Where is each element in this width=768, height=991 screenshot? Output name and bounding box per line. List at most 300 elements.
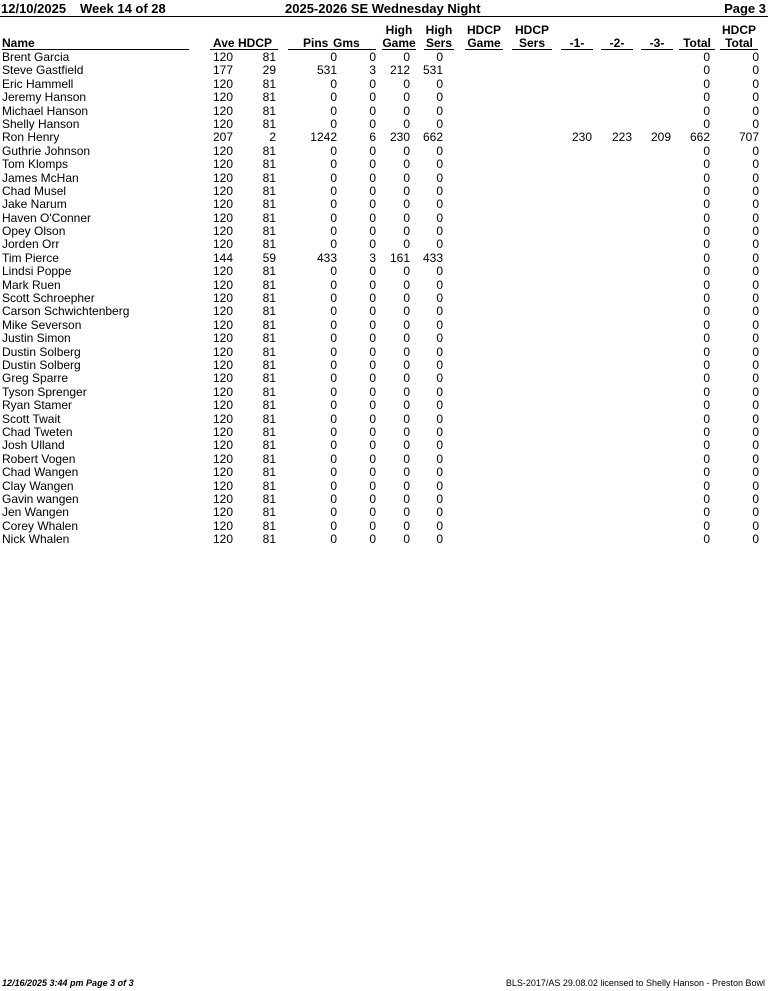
- table-row: [0, 426, 768, 439]
- cell-high-game: 0: [403, 424, 410, 439]
- cell-name: James McHan: [2, 170, 79, 185]
- cell-gms: 0: [369, 237, 376, 252]
- table-row: [0, 520, 768, 533]
- cell-pins: 0: [330, 518, 337, 533]
- cell-high-game: 0: [403, 331, 410, 346]
- cell-high-game: 0: [403, 277, 410, 292]
- cell-total: 0: [703, 237, 710, 252]
- cell-ave: 120: [212, 291, 233, 306]
- cell-gms: 0: [369, 411, 376, 426]
- cell-hdcp: 81: [262, 237, 276, 252]
- cell-hdcp: 81: [262, 491, 276, 506]
- cell-hdcp-total: 0: [752, 250, 759, 265]
- cell-ave: 177: [212, 63, 233, 78]
- page-number: Page 3: [724, 1, 766, 16]
- cell-name: Chad Musel: [2, 183, 67, 198]
- table-row: [0, 265, 768, 278]
- cell-total: 0: [703, 63, 710, 78]
- cell-hdcp: 81: [262, 116, 276, 131]
- cell-pins: 0: [330, 90, 337, 105]
- hdcp-game-underline: [465, 49, 503, 50]
- cell-pins: 0: [330, 197, 337, 212]
- cell-total: 0: [703, 90, 710, 105]
- cell-hdcp: 81: [262, 224, 276, 239]
- cell-hdcp: 81: [262, 398, 276, 413]
- cell-high-sers: 0: [436, 197, 443, 212]
- cell-ave: 120: [212, 183, 233, 198]
- cell-hdcp: 81: [262, 518, 276, 533]
- cell-gms: 0: [369, 491, 376, 506]
- cell-high-game: 0: [403, 371, 410, 386]
- cell-ave: 120: [212, 438, 233, 453]
- table-row: [0, 305, 768, 318]
- cell-high-sers: 0: [436, 237, 443, 252]
- cell-pins: 0: [330, 331, 337, 346]
- cell-total: 0: [703, 304, 710, 319]
- cell-hdcp: 2: [269, 130, 276, 145]
- cell-gms: 0: [369, 277, 376, 292]
- cell-gms: 0: [369, 197, 376, 212]
- cell-name: Guthrie Johnson: [2, 143, 91, 158]
- col-header-hdcp-total: HDCP Total: [721, 23, 756, 50]
- cell-gms: 0: [369, 357, 376, 372]
- cell-total: 0: [703, 505, 710, 520]
- cell-ave: 120: [212, 411, 233, 426]
- cell-hdcp: 81: [262, 451, 276, 466]
- cell-gms: 0: [369, 304, 376, 319]
- cell-high-game: 230: [389, 130, 410, 145]
- cell-name: Steve Gastfield: [2, 63, 84, 78]
- cell-ave: 120: [212, 317, 233, 332]
- cell-game3: 209: [650, 130, 671, 145]
- cell-name: Josh Ulland: [2, 438, 65, 453]
- table-row: [0, 359, 768, 372]
- cell-hdcp-total: 0: [752, 157, 759, 172]
- cell-name: Clay Wangen: [2, 478, 74, 493]
- cell-hdcp: 81: [262, 291, 276, 306]
- cell-gms: 0: [369, 384, 376, 399]
- table-row: [0, 78, 768, 91]
- cell-hdcp: 29: [262, 63, 276, 78]
- cell-high-sers: 0: [436, 183, 443, 198]
- cell-high-sers: 662: [422, 130, 443, 145]
- cell-hdcp-total: 0: [752, 317, 759, 332]
- cell-name: Lindsi Poppe: [2, 264, 72, 279]
- table-row: [0, 346, 768, 359]
- cell-name: Chad Tweten: [2, 424, 73, 439]
- cell-total: 0: [703, 451, 710, 466]
- cell-total: 0: [703, 491, 710, 506]
- cell-hdcp-total: 0: [752, 210, 759, 225]
- cell-name: Scott Schroepher: [2, 291, 95, 306]
- cell-high-game: 0: [403, 237, 410, 252]
- cell-hdcp: 81: [262, 317, 276, 332]
- game1-underline: [561, 49, 593, 50]
- cell-ave: 120: [212, 384, 233, 399]
- cell-total: 0: [703, 371, 710, 386]
- cell-total: 0: [703, 424, 710, 439]
- cell-gms: 0: [369, 438, 376, 453]
- game2-underline: [601, 49, 633, 50]
- cell-pins: 0: [330, 224, 337, 239]
- cell-gms: 0: [369, 76, 376, 91]
- cell-gms: 0: [369, 210, 376, 225]
- table-row: [0, 413, 768, 426]
- cell-hdcp-total: 0: [752, 264, 759, 279]
- cell-gms: 0: [369, 103, 376, 118]
- cell-total: 0: [703, 197, 710, 212]
- col-header-hdcp-game: HDCP Game: [466, 23, 501, 50]
- cell-name: Mark Ruen: [2, 277, 61, 292]
- cell-ave: 120: [212, 50, 233, 64]
- cell-name: Tom Klomps: [2, 157, 69, 172]
- cell-high-game: 0: [403, 183, 410, 198]
- cell-total: 0: [703, 532, 710, 547]
- cell-name: Opey Olson: [2, 224, 66, 239]
- cell-pins: 0: [330, 438, 337, 453]
- cell-high-sers: 0: [436, 143, 443, 158]
- cell-hdcp: 81: [262, 478, 276, 493]
- cell-high-sers: 0: [436, 491, 443, 506]
- table-row: [0, 145, 768, 158]
- cell-ave: 120: [212, 210, 233, 225]
- cell-pins: 0: [330, 491, 337, 506]
- cell-hdcp: 81: [262, 210, 276, 225]
- col-header-total: Total: [683, 36, 711, 50]
- cell-hdcp: 81: [262, 157, 276, 172]
- cell-high-sers: 0: [436, 317, 443, 332]
- cell-hdcp-total: 0: [752, 291, 759, 306]
- cell-pins: 0: [330, 451, 337, 466]
- cell-gms: 0: [369, 398, 376, 413]
- cell-name: Carson Schwichtenberg: [2, 304, 130, 319]
- cell-high-sers: 0: [436, 398, 443, 413]
- cell-total: 0: [703, 103, 710, 118]
- cell-name: Tyson Sprenger: [2, 384, 87, 399]
- cell-high-sers: 0: [436, 116, 443, 131]
- cell-hdcp-total: 0: [752, 491, 759, 506]
- cell-gms: 0: [369, 183, 376, 198]
- cell-total: 0: [703, 411, 710, 426]
- cell-hdcp-total: 0: [752, 505, 759, 520]
- table-row: [0, 493, 768, 506]
- table-row: [0, 399, 768, 412]
- cell-hdcp-total: 0: [752, 224, 759, 239]
- cell-pins: 0: [330, 344, 337, 359]
- table-row: [0, 225, 768, 238]
- cell-hdcp-total: 0: [752, 478, 759, 493]
- table-row: [0, 292, 768, 305]
- cell-pins: 0: [330, 398, 337, 413]
- cell-game2: 223: [611, 130, 632, 145]
- table-row: [0, 212, 768, 225]
- cell-high-game: 0: [403, 76, 410, 91]
- cell-ave: 120: [212, 424, 233, 439]
- cell-ave: 120: [212, 357, 233, 372]
- cell-total: 0: [703, 331, 710, 346]
- cell-ave: 120: [212, 371, 233, 386]
- col-header-name: Name: [2, 36, 35, 50]
- cell-pins: 0: [330, 505, 337, 520]
- cell-ave: 120: [212, 143, 233, 158]
- cell-high-game: 0: [403, 90, 410, 105]
- table-row: [0, 91, 768, 104]
- cell-high-game: 0: [403, 491, 410, 506]
- cell-gms: 0: [369, 264, 376, 279]
- cell-hdcp-total: 0: [752, 371, 759, 386]
- cell-name: Justin Simon: [2, 331, 71, 346]
- table-row: [0, 533, 768, 546]
- cell-hdcp-total: 0: [752, 451, 759, 466]
- cell-high-game: 0: [403, 143, 410, 158]
- cell-hdcp: 81: [262, 264, 276, 279]
- cell-total: 0: [703, 518, 710, 533]
- cell-name: Dustin Solberg: [2, 357, 81, 372]
- cell-hdcp: 81: [262, 90, 276, 105]
- cell-total: 0: [703, 277, 710, 292]
- cell-high-game: 0: [403, 50, 410, 64]
- cell-name: Scott Twait: [2, 411, 61, 426]
- cell-high-game: 0: [403, 304, 410, 319]
- cell-pins: 433: [316, 250, 337, 265]
- cell-high-game: 0: [403, 451, 410, 466]
- cell-high-sers: 0: [436, 291, 443, 306]
- cell-hdcp-total: 0: [752, 183, 759, 198]
- cell-name: Jen Wangen: [2, 505, 69, 520]
- cell-hdcp-total: 0: [752, 237, 759, 252]
- cell-gms: 0: [369, 170, 376, 185]
- cell-total: 0: [703, 264, 710, 279]
- col-header-game1: -1-: [569, 36, 585, 50]
- cell-ave: 120: [212, 76, 233, 91]
- cell-name: Tim Pierce: [2, 250, 59, 265]
- cell-high-sers: 0: [436, 50, 443, 64]
- cell-high-game: 0: [403, 532, 410, 547]
- cell-ave: 120: [212, 398, 233, 413]
- cell-high-sers: 0: [436, 90, 443, 105]
- table-row: [0, 198, 768, 211]
- cell-pins: 0: [330, 143, 337, 158]
- cell-hdcp: 81: [262, 143, 276, 158]
- cell-high-game: 0: [403, 357, 410, 372]
- cell-high-game: 0: [403, 224, 410, 239]
- cell-hdcp-total: 0: [752, 398, 759, 413]
- cell-hdcp-total: 0: [752, 76, 759, 91]
- cell-total: 0: [703, 478, 710, 493]
- cell-total: 0: [703, 344, 710, 359]
- cell-ave: 120: [212, 103, 233, 118]
- cell-game1: 230: [571, 130, 592, 145]
- col-header-ave: Ave: [213, 36, 235, 50]
- table-row: [0, 105, 768, 118]
- cell-name: Mike Severson: [2, 317, 82, 332]
- cell-name: Chad Wangen: [2, 465, 79, 480]
- cell-hdcp: 81: [262, 411, 276, 426]
- cell-pins: 0: [330, 371, 337, 386]
- cell-hdcp-total: 0: [752, 438, 759, 453]
- cell-gms: 0: [369, 90, 376, 105]
- cell-hdcp-total: 0: [752, 357, 759, 372]
- cell-pins: 0: [330, 277, 337, 292]
- cell-ave: 120: [212, 491, 233, 506]
- cell-high-sers: 0: [436, 505, 443, 520]
- cell-hdcp-total: 0: [752, 411, 759, 426]
- table-row: [0, 131, 768, 144]
- cell-total: 0: [703, 210, 710, 225]
- cell-name: Greg Sparre: [2, 371, 69, 386]
- cell-gms: 0: [369, 424, 376, 439]
- cell-total: 0: [703, 116, 710, 131]
- cell-high-sers: 0: [436, 371, 443, 386]
- cell-pins: 0: [330, 170, 337, 185]
- cell-ave: 120: [212, 518, 233, 533]
- cell-ave: 120: [212, 505, 233, 520]
- cell-high-game: 0: [403, 197, 410, 212]
- cell-high-game: 0: [403, 438, 410, 453]
- table-row: [0, 372, 768, 385]
- cell-pins: 0: [330, 157, 337, 172]
- cell-total: 0: [703, 76, 710, 91]
- cell-high-game: 212: [389, 63, 410, 78]
- report-date: 12/10/2025: [1, 1, 67, 16]
- cell-high-game: 0: [403, 518, 410, 533]
- col-header-pins: Pins: [303, 36, 329, 50]
- cell-pins: 0: [330, 384, 337, 399]
- cell-hdcp-total: 0: [752, 518, 759, 533]
- col-header-hdcp: HDCP: [238, 36, 273, 50]
- table-row: [0, 185, 768, 198]
- footer-printed: 12/16/2025 3:44 pm Page 3 of 3: [2, 978, 134, 988]
- cell-name: Brent Garcia: [2, 50, 70, 64]
- table-row: [0, 158, 768, 171]
- table-row: [0, 172, 768, 185]
- header-divider: [0, 16, 768, 17]
- cell-high-sers: 0: [436, 451, 443, 466]
- cell-gms: 0: [369, 50, 376, 64]
- cell-total: 0: [703, 438, 710, 453]
- cell-hdcp: 81: [262, 532, 276, 547]
- cell-ave: 120: [212, 224, 233, 239]
- cell-ave: 120: [212, 304, 233, 319]
- week-label: Week 14 of 28: [80, 1, 166, 16]
- col-header-high-sers: High Sers: [425, 23, 453, 50]
- cell-pins: 0: [330, 291, 337, 306]
- cell-high-game: 0: [403, 411, 410, 426]
- cell-high-game: 0: [403, 291, 410, 306]
- cell-hdcp-total: 707: [738, 130, 759, 145]
- cell-hdcp-total: 0: [752, 424, 759, 439]
- cell-high-sers: 0: [436, 76, 443, 91]
- cell-high-sers: 0: [436, 478, 443, 493]
- cell-gms: 0: [369, 451, 376, 466]
- cell-ave: 207: [212, 130, 233, 145]
- cell-ave: 120: [212, 264, 233, 279]
- cell-high-sers: 0: [436, 438, 443, 453]
- cell-hdcp: 81: [262, 76, 276, 91]
- cell-gms: 3: [369, 63, 376, 78]
- cell-total: 662: [689, 130, 710, 145]
- cell-pins: 1242: [310, 130, 337, 145]
- cell-high-game: 0: [403, 465, 410, 480]
- cell-high-sers: 0: [436, 170, 443, 185]
- cell-hdcp: 81: [262, 344, 276, 359]
- cell-total: 0: [703, 291, 710, 306]
- high-game-underline: [382, 49, 416, 50]
- cell-hdcp-total: 0: [752, 304, 759, 319]
- hdcp-sers-underline: [512, 49, 552, 50]
- cell-pins: 0: [330, 103, 337, 118]
- cell-pins: 0: [330, 116, 337, 131]
- cell-hdcp: 81: [262, 505, 276, 520]
- cell-gms: 0: [369, 505, 376, 520]
- table-row: [0, 64, 768, 77]
- cell-hdcp-total: 0: [752, 197, 759, 212]
- cell-pins: 0: [330, 465, 337, 480]
- cell-pins: 0: [330, 183, 337, 198]
- cell-name: Nick Whalen: [2, 532, 70, 547]
- cell-ave: 120: [212, 331, 233, 346]
- cell-hdcp-total: 0: [752, 331, 759, 346]
- cell-high-game: 161: [389, 250, 410, 265]
- cell-high-sers: 0: [436, 264, 443, 279]
- footer-license: BLS-2017/AS 29.08.02 licensed to Shelly Hanson - Preston Bowl: [505, 978, 765, 988]
- cell-pins: 0: [330, 264, 337, 279]
- cell-gms: 0: [369, 224, 376, 239]
- cell-hdcp-total: 0: [752, 50, 759, 64]
- table-row: [0, 506, 768, 519]
- cell-high-sers: 0: [436, 424, 443, 439]
- cell-gms: 0: [369, 532, 376, 547]
- cell-hdcp: 81: [262, 371, 276, 386]
- cell-total: 0: [703, 157, 710, 172]
- cell-ave: 120: [212, 451, 233, 466]
- cell-hdcp: 81: [262, 438, 276, 453]
- table-row: [0, 118, 768, 131]
- cell-total: 0: [703, 50, 710, 64]
- cell-high-sers: 0: [436, 210, 443, 225]
- cell-total: 0: [703, 224, 710, 239]
- cell-name: Ryan Stamer: [2, 398, 73, 413]
- cell-high-sers: 0: [436, 304, 443, 319]
- col-header-game3: -3-: [649, 36, 665, 50]
- cell-ave: 120: [212, 277, 233, 292]
- cell-hdcp: 81: [262, 304, 276, 319]
- table-row: [0, 252, 768, 265]
- table-row: [0, 439, 768, 452]
- table-row: [0, 279, 768, 292]
- cell-high-game: 0: [403, 317, 410, 332]
- cell-hdcp-total: 0: [752, 103, 759, 118]
- cell-high-sers: 0: [436, 518, 443, 533]
- cell-hdcp: 81: [262, 331, 276, 346]
- cell-hdcp-total: 0: [752, 63, 759, 78]
- cell-high-game: 0: [403, 264, 410, 279]
- cell-gms: 3: [369, 250, 376, 265]
- cell-name: Haven O'Conner: [2, 210, 92, 225]
- cell-gms: 0: [369, 478, 376, 493]
- cell-ave: 120: [212, 116, 233, 131]
- cell-high-sers: 0: [436, 331, 443, 346]
- cell-high-sers: 0: [436, 344, 443, 359]
- table-row: [0, 453, 768, 466]
- cell-total: 0: [703, 183, 710, 198]
- cell-ave: 120: [212, 197, 233, 212]
- cell-high-sers: 0: [436, 465, 443, 480]
- cell-total: 0: [703, 398, 710, 413]
- cell-name: Michael Hanson: [2, 103, 89, 118]
- col-header-high-game: High Game: [382, 23, 416, 50]
- cell-high-game: 0: [403, 505, 410, 520]
